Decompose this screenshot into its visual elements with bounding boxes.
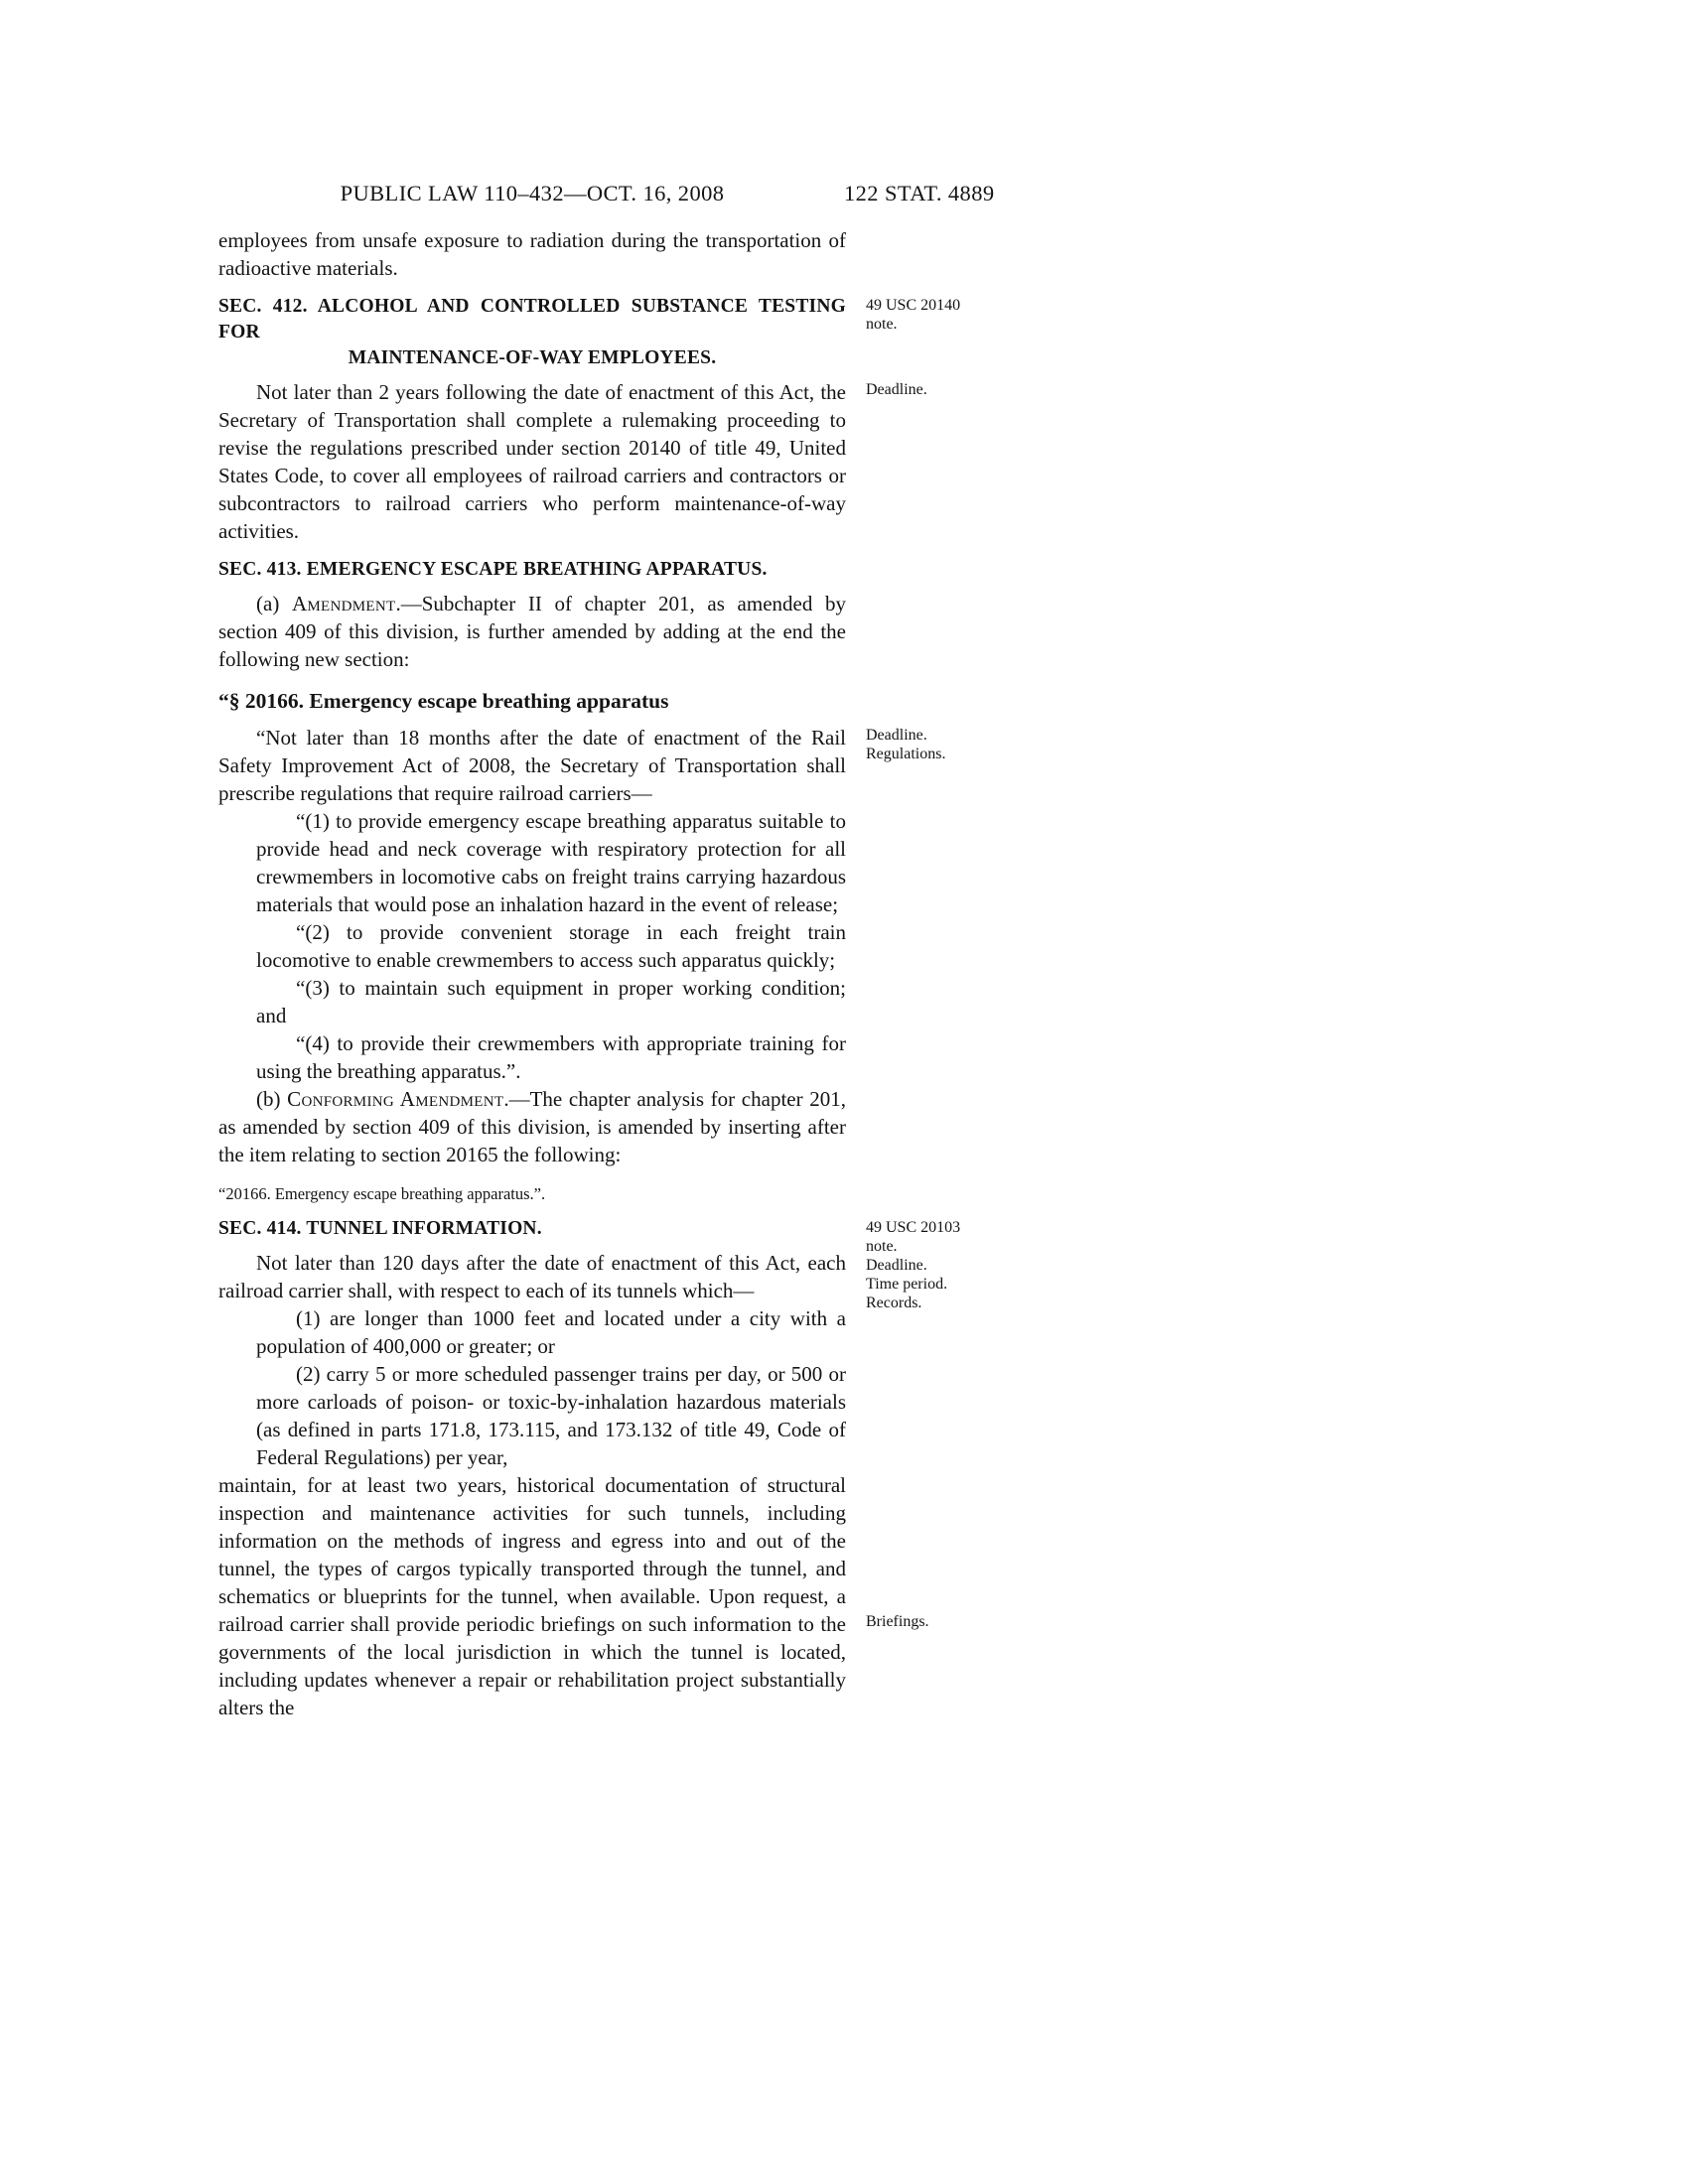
paragraph-text: “(3) to maintain such equipment in proper working condition; and (256, 976, 846, 1027)
section-413-heading (218, 557, 846, 583)
margin-note-line: Time period. (866, 1276, 948, 1293)
section-414-body (218, 1249, 846, 1304)
quoted-item-4 (218, 1029, 846, 1085)
heading-line: SEC. 412. ALCOHOL AND CONTROLLED SUBSTANCE TESTING FOR (218, 296, 846, 342)
quoted-item-3 (218, 974, 846, 1029)
small-caps-label: Amendment (291, 592, 396, 615)
quoted-item-2 (218, 918, 846, 974)
section-413-para-b (218, 1085, 846, 1168)
margin-note-deadline-regulations (866, 726, 1035, 763)
margin-note-line: note. (866, 1238, 898, 1255)
heading-line: “§ 20166. Emergency escape breathing apparatus (218, 689, 669, 713)
law-title: PUBLIC LAW 110–432—OCT. 16, 2008 (340, 181, 725, 205)
quoted-section-intro (218, 724, 946, 807)
section-413-para-a (218, 590, 846, 673)
paragraph-text: employees from unsafe exposure to radiation during the transportation of radioactive materials. (218, 228, 846, 280)
section-414-item-1 (218, 1304, 846, 1360)
paragraph-lead: (b) (256, 1087, 288, 1111)
quoted-section-heading (218, 687, 846, 715)
heading-line: SEC. 414. TUNNEL INFORMATION. (218, 1218, 542, 1239)
margin-note-deadline (866, 380, 1035, 399)
paragraph-text: Not later than 2 years following the date of enactment of this Act, the Secretary of Transportation shall complete a rulemaking proceeding to revise the regulations prescribed under section 20140 of title 49, United States Code, to cover all employees of railroad carriers and contractors or subcontractors to railroad carriers who perform maintenance-of-way activities. (218, 380, 846, 543)
section-414-closing (218, 1471, 929, 1721)
paragraph-rest: .—The chapter analysis for chapter 201, as amended by section 409 of this division, is amended by inserting after the item relating to section 20165 the following: (218, 1087, 846, 1166)
document-body (218, 226, 961, 1721)
paragraph-lead: (a) (256, 592, 292, 615)
section-414-item-2 (218, 1360, 846, 1471)
paragraph-text: Not later than 120 days after the date of enactment of this Act, each railroad carrier shall, with respect to each of its tunnels which— (218, 1251, 846, 1302)
paragraph-text: “(2) to provide convenient storage in each freight train locomotive to enable crewmembers to access such apparatus quickly; (256, 920, 846, 972)
chapter-analysis-line (218, 1184, 846, 1204)
statute-page-number: 122 STAT. 4889 (844, 181, 995, 205)
margin-note-line: Records. (866, 1295, 922, 1311)
paragraph-continuation (218, 226, 846, 282)
margin-note-line: Deadline. (866, 381, 927, 398)
heading-line: SEC. 413. EMERGENCY ESCAPE BREATHING APPARATUS. (218, 559, 768, 580)
paragraph-text: “(4) to provide their crewmembers with appropriate training for using the breathing apparatus.”. (256, 1031, 846, 1083)
section-412-heading (218, 294, 961, 371)
margin-note-usc-20103 (866, 1218, 1035, 1312)
small-caps-label: Conforming Amendment (287, 1087, 504, 1111)
margin-note-line: Deadline. (866, 1257, 927, 1274)
margin-note-line: 49 USC 20140 (866, 297, 961, 314)
analysis-entry: “20166. Emergency escape breathing apparatus.”. (218, 1184, 546, 1203)
paragraph-text (218, 590, 846, 673)
quoted-item-1 (218, 807, 846, 918)
paragraph-text (218, 1085, 846, 1168)
heading-line: MAINTENANCE-OF-WAY EMPLOYEES. (348, 347, 717, 368)
paragraph-text: “(1) to provide emergency escape breathing apparatus suitable to provide head and neck coverage with respiratory protection for all crewmembers in locomotive cabs on freight trains carrying hazardous materials that would pose an inhalation hazard in the event of release; (256, 809, 846, 916)
paragraph-text: (1) are longer than 1000 feet and located under a city with a population of 400,000 or greater; or (256, 1306, 846, 1358)
paragraph-text: maintain, for at least two years, historical documentation of structural inspection and maintenance activities for such tunnels, including information on the methods of ingress and egress into and out of the tunnel, the types of cargos typically transported through the tunnel, and schematics or blueprints for the tunnel, when available. Upon request, a railroad carrier shall provide periodic briefings on such information to the governments of the local jurisdiction in which the tunnel is located, including updates whenever a repair or rehabilitation project substantially alters the (218, 1473, 846, 1719)
section-412-body (218, 378, 927, 545)
margin-note-line: Regulations. (866, 746, 946, 762)
margin-note-line: Briefings. (866, 1613, 929, 1630)
margin-note-usc-20140 (866, 296, 1035, 334)
page-header (0, 181, 1688, 210)
margin-note-line: note. (866, 316, 898, 333)
margin-note-line: Deadline. (866, 727, 927, 744)
paragraph-text: (2) carry 5 or more scheduled passenger trains per day, or 500 or more carloads of poison- or toxic-by-inhalation hazardous materials (as defined in parts 171.8, 173.115, and 173.132 of title 49, Code of Federal Regulations) per year, (256, 1362, 846, 1469)
paragraph-text: “Not later than 18 months after the date of enactment of the Rail Safety Improvement Act of 2008, the Secretary of Transportation shall prescribe regulations that require railroad carriers— (218, 726, 846, 805)
margin-note-briefings (866, 1612, 1035, 1631)
margin-note-line: 49 USC 20103 (866, 1219, 961, 1236)
paragraph-rest: .—Subchapter II of chapter 201, as amended by section 409 of this division, is further amended by adding at the end the following new section: (218, 592, 846, 671)
